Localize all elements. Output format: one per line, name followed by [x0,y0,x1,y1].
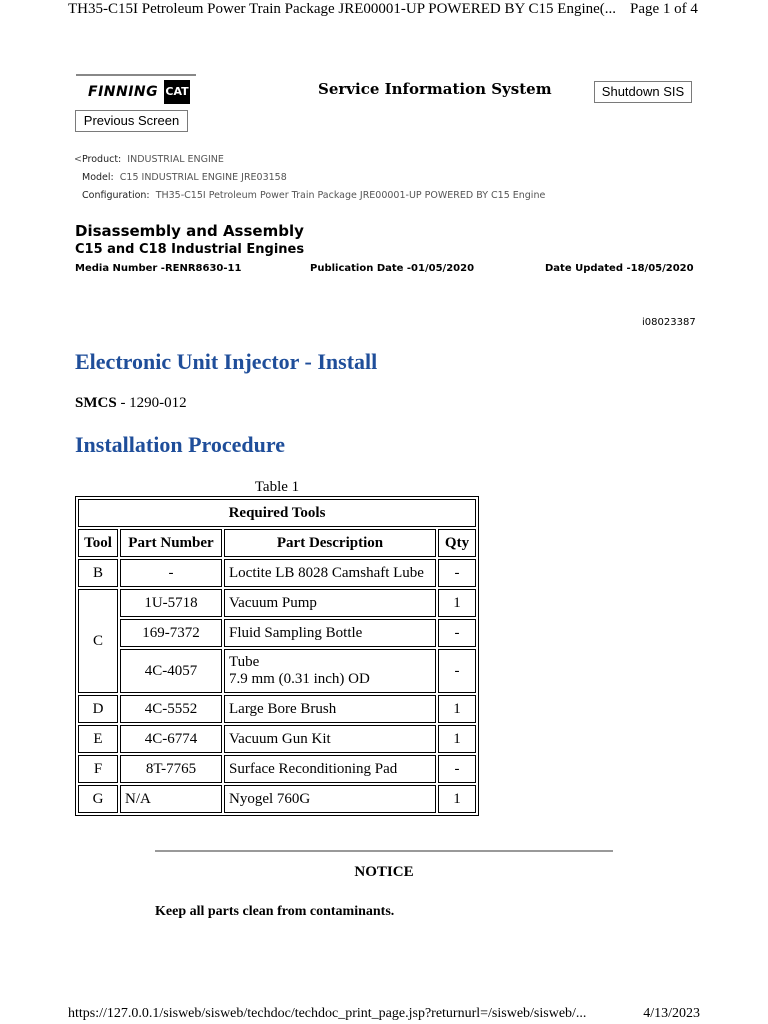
table-row [78,785,476,813]
part-number-cell: N/A [120,785,222,813]
print-header-page: Page 1 of 4 [630,1,698,17]
document-id: i08023387 [642,317,696,328]
finning-logo-text: FINNING [88,84,159,100]
part-number-cell: 4C-5552 [120,695,222,723]
column-header-part-description: Part Description [224,529,436,557]
smcs-value: - 1290-012 [116,395,187,411]
part-description-line: 7.9 mm (0.31 inch) OD [229,671,370,687]
publication-date: Publication Date -01/05/2020 [310,263,475,274]
product-label: Product: [81,154,122,165]
previous-screen-button[interactable]: Previous Screen [75,110,188,132]
table-caption: Table 1 [254,479,300,495]
tool-cell: G [78,785,118,813]
tool-cell: F [78,755,118,783]
part-description-cell: Large Bore Brush [224,695,436,723]
table-row [78,619,476,647]
model-line [82,172,287,183]
part-description-line: Tube [229,654,260,670]
smcs-label: SMCS [75,395,117,411]
part-number-cell: - [120,559,222,587]
part-description-cell: Vacuum Gun Kit [224,725,436,753]
product-line [74,154,224,165]
column-header-qty: Qty [438,529,476,557]
column-header-part-number: Part Number [120,529,222,557]
table-row [78,755,476,783]
qty-cell: 1 [438,785,476,813]
print-header-title: TH35-C15I Petroleum Power Train Package JRE00001-UP POWERED BY C15 Engine(... [68,1,617,17]
part-description-cell [224,649,436,693]
product-value: INDUSTRIAL ENGINE [127,154,224,165]
column-header-tool: Tool [78,529,118,557]
cat-logo-icon: CAT [164,80,190,104]
print-footer-url: https://127.0.0.1/sisweb/sisweb/techdoc/techdoc_print_page.jsp?returnurl=/sisweb/sisweb/... [68,1006,587,1021]
model-value: C15 INDUSTRIAL ENGINE JRE03158 [119,172,287,183]
media-number: Media Number -RENR8630-11 [75,263,242,274]
configuration-label: Configuration: [82,190,150,201]
document-subtitle: C15 and C18 Industrial Engines [75,242,305,257]
notice-title: NOTICE [354,864,414,880]
finning-cat-logo [76,74,196,108]
configuration-line [82,190,545,201]
tool-cell: E [78,725,118,753]
table-title: Required Tools [78,499,476,527]
part-description-cell: Surface Reconditioning Pad [224,755,436,783]
back-arrow-icon[interactable]: < [74,154,82,165]
table-row [78,725,476,753]
table-row [78,649,476,693]
table-row [78,559,476,587]
print-footer [68,1006,700,1022]
part-description-cell: Loctite LB 8028 Camshaft Lube [224,559,436,587]
model-label: Model: [82,172,114,183]
qty-cell: - [438,649,476,693]
qty-cell: 1 [438,695,476,723]
table-row [78,695,476,723]
part-number-cell: 169-7372 [120,619,222,647]
configuration-value: TH35-C15I Petroleum Power Train Package JRE00001-UP POWERED BY C15 Engine [155,190,546,201]
part-description-cell: Vacuum Pump [224,589,436,617]
table-row [78,589,476,617]
table-header-row [78,529,476,557]
tool-cell: B [78,559,118,587]
part-number-cell: 8T-7765 [120,755,222,783]
shutdown-sis-button[interactable]: Shutdown SIS [594,81,692,103]
part-number-cell: 4C-4057 [120,649,222,693]
qty-cell: 1 [438,589,476,617]
page-title: Electronic Unit Injector - Install [75,349,378,374]
notice-text: Keep all parts clean from contaminants. [155,904,395,919]
qty-cell: 1 [438,725,476,753]
qty-cell: - [438,559,476,587]
qty-cell: - [438,755,476,783]
sis-title: Service Information System [318,80,552,98]
procedure-heading: Installation Procedure [75,432,286,457]
part-number-cell: 1U-5718 [120,589,222,617]
qty-cell: - [438,619,476,647]
part-description-cell: Nyogel 760G [224,785,436,813]
table-title-row [78,499,476,527]
required-tools-table [75,496,479,816]
notice-divider [155,850,613,852]
tool-cell: C [78,589,118,693]
part-description-cell: Fluid Sampling Bottle [224,619,436,647]
part-number-cell: 4C-6774 [120,725,222,753]
tool-cell: D [78,695,118,723]
document-title: Disassembly and Assembly [75,222,304,240]
print-header [68,1,698,18]
print-footer-date: 4/13/2023 [643,1006,700,1021]
smcs-code [75,395,187,412]
date-updated: Date Updated -18/05/2020 [545,263,694,274]
